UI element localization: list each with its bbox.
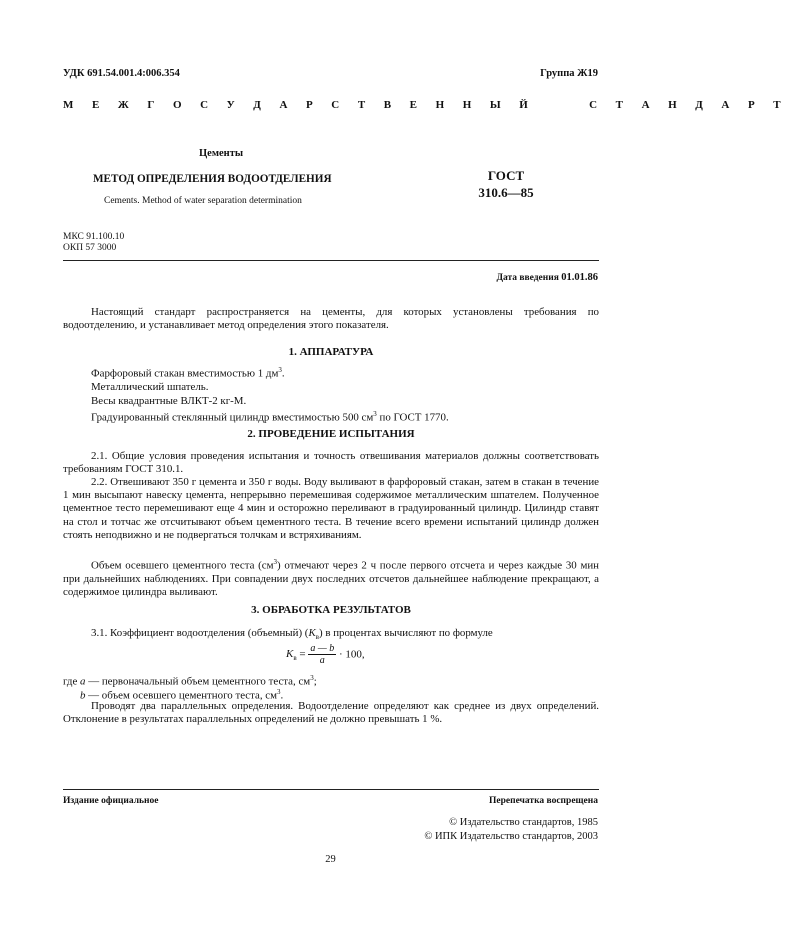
udk-code: УДК 691.54.001.4:006.354 — [63, 68, 180, 79]
superscript: 3 — [273, 558, 278, 566]
formula-denominator: a — [319, 655, 325, 666]
footer-divider — [63, 789, 599, 790]
formula-equals: = — [299, 648, 306, 661]
apparatus-item — [91, 364, 599, 381]
superscript: 3 — [278, 366, 282, 374]
intro-paragraph: Настоящий стандарт распространяется на цементы, для которых установлены требования по водоотделению, и устанавливает метод определения этого показателя. — [63, 306, 599, 332]
apparatus-item-tail: . — [281, 367, 285, 380]
formula-tail: · 100, — [339, 648, 365, 661]
superscript: 3 — [277, 688, 281, 696]
formula-lhs: К — [286, 648, 294, 661]
text-fragment: . — [280, 689, 284, 702]
subscript: в — [315, 633, 319, 642]
text-fragment: — объем осевшего цементного теста, см — [85, 689, 278, 702]
section2-paragraph-3 — [63, 556, 599, 599]
gost-number: 310.6—85 — [478, 185, 534, 200]
formula — [286, 643, 365, 666]
reprint-notice: Перепечатка воспрещена — [488, 796, 598, 806]
text-fragment: 3.1. Коэффициент водоотделения (объемный) ( — [91, 627, 309, 639]
text-fragment: Объем осевшего цементного теста (см — [91, 559, 274, 572]
subject-title: Цементы — [199, 148, 244, 159]
subscript: в — [293, 654, 297, 663]
formula-fraction — [308, 643, 336, 666]
apparatus-item — [91, 381, 599, 395]
document-title: МЕТОД ОПРЕДЕЛЕНИЯ ВОДООТДЕЛЕНИЯ — [93, 173, 332, 185]
mks-code: МКС 91.100.10 — [63, 232, 125, 242]
section3-paragraph-1 — [63, 627, 599, 644]
text-fragment: — первоначальный объем цементного теста, см — [85, 675, 311, 688]
standard-type-heading: М Е Ж Г О С У Д А Р С Т В Е Н Н Ы Й С Т А Н Д А Р Т — [63, 99, 789, 111]
apparatus-item-text: Весы квадрантные ВЛКТ-2 кг-М. — [91, 394, 247, 407]
variable: b — [80, 689, 86, 702]
variable: a — [80, 675, 86, 688]
official-edition: Издание официальное — [63, 796, 159, 806]
apparatus-item-tail: по ГОСТ 1770. — [376, 412, 449, 425]
apparatus-item-text: Градуированный стеклянный цилиндр вместимостью 500 см — [91, 412, 374, 425]
document-title-en: Cements. Method of water separation determination — [104, 196, 302, 206]
superscript: 3 — [373, 410, 377, 419]
copyright-2003: © ИПК Издательство стандартов, 2003 — [424, 831, 598, 842]
apparatus-item-text: Металлический шпатель. — [91, 381, 209, 394]
apparatus-item — [91, 395, 599, 409]
text-fragment: ; — [313, 675, 317, 688]
section1-heading: 1. АППАРАТУРА — [288, 346, 374, 358]
intro-date-value: 01.01.86 — [561, 272, 598, 283]
intro-date — [496, 272, 598, 283]
apparatus-item-text: Фарфоровый стакан вместимостью 1 дм — [91, 367, 279, 380]
group-code: Группа Ж19 — [540, 68, 598, 79]
gost-label: ГОСТ — [487, 168, 525, 183]
copyright-1985: © Издательство стандартов, 1985 — [449, 817, 598, 828]
apparatus-item — [91, 408, 599, 425]
header-divider — [63, 260, 599, 261]
section2-paragraph-2: 2.2. Отвешивают 350 г цемента и 350 г воды. Воду выливают в фарфоровый стакан, затем в стакан в течение 1 мин высыпают навеску цемента, непрерывно перемешивая содержимое металлическим шпателем. Полученное цементное тесто перемешивают еще 4 мин и осторожно переливают в градуированный цилиндр. Цилиндр ставят на стол и тотчас же отсчитывают объем цементного теста. В течение всего времени испытаний цилиндр должен стоять неподвижно и не подвергаться толчкам и встряхиваниям. — [63, 476, 599, 541]
section2-heading: 2. ПРОВЕДЕНИЕ ИСПЫТАНИЯ — [247, 428, 415, 440]
section3-heading: 3. ОБРАБОТКА РЕЗУЛЬТАТОВ — [251, 604, 411, 616]
text-fragment: где — [63, 675, 81, 688]
okp-code: ОКП 57 3000 — [63, 243, 117, 253]
intro-date-label: Дата введения — [496, 273, 559, 283]
section3-paragraph-2: Проводят два параллельных определения. Водоотделение определяют как среднее из двух определений. Отклонение в результатах параллельных определений не должно превышать 1 %. — [63, 700, 599, 726]
text-fragment: ) в процентах вычисляют по формуле — [318, 627, 493, 639]
variable: К — [308, 627, 316, 639]
formula-numerator: a — b — [310, 643, 335, 654]
section2-paragraph-1: 2.1. Общие условия проведения испытания и точность отвешивания материалов должны соответствовать требованиям ГОСТ 310.1. — [63, 450, 599, 476]
section1-list — [63, 364, 599, 426]
page-number: 29 — [325, 854, 336, 865]
text-fragment: ) отмечают через 2 ч после первого отсчета и через каждые 30 мин при дальнейших наблюдениях. При совпадении двух последних отсчетов дальнейшее наблюдение прекращают, а содержимое цилиндра выливают. — [63, 559, 599, 599]
superscript: 3 — [310, 674, 314, 682]
